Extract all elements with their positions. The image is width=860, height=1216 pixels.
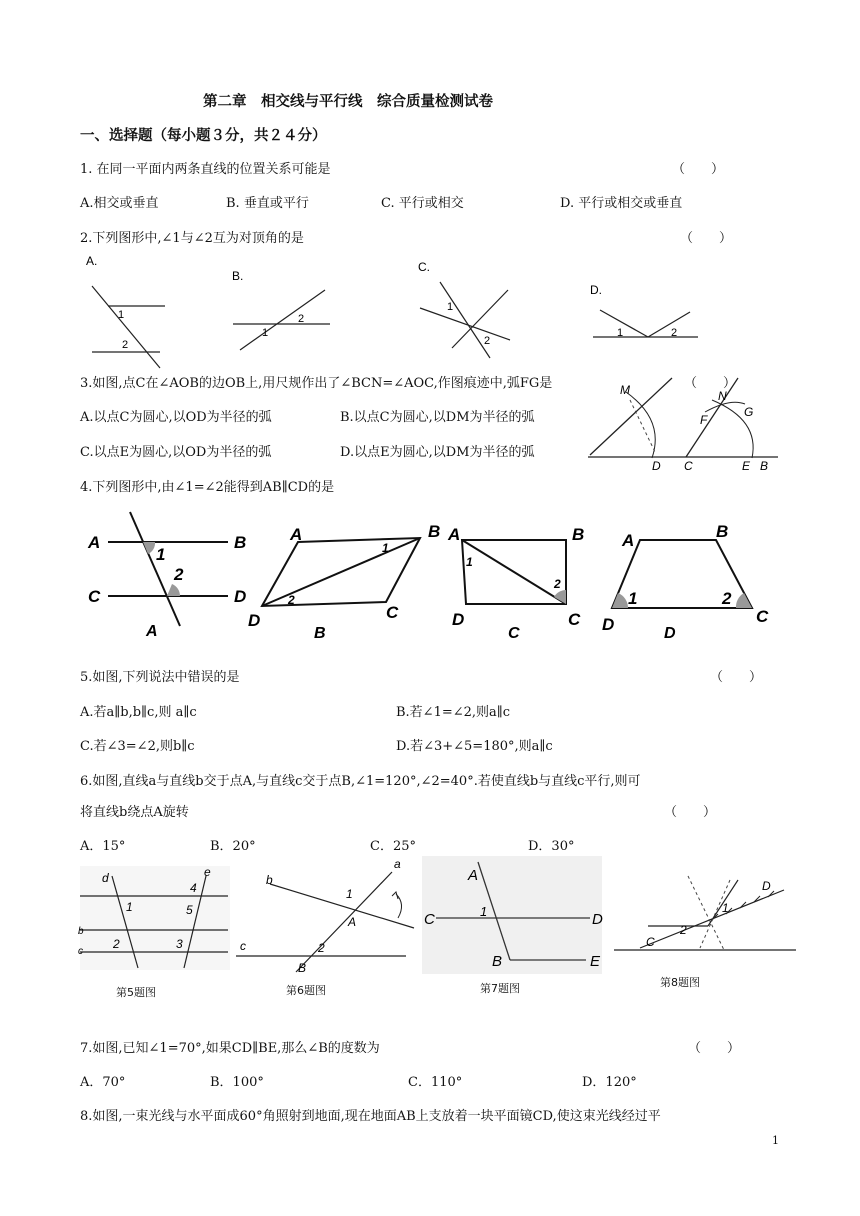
svg-text:E: E xyxy=(590,953,601,970)
svg-text:A: A xyxy=(88,533,101,552)
svg-text:2: 2 xyxy=(680,923,687,937)
svg-text:D: D xyxy=(248,611,261,630)
svg-text:B: B xyxy=(572,525,585,544)
q4-caption-d: D xyxy=(664,625,676,642)
q5-option-b: B.若∠1=∠2,则a∥c xyxy=(396,705,511,720)
q1-stem: 1. 在同一平面内两条直线的位置关系可能是 xyxy=(80,162,331,177)
svg-text:b: b xyxy=(266,873,273,887)
q4-caption-c: C xyxy=(508,625,520,642)
svg-text:D: D xyxy=(592,911,603,928)
svg-text:2: 2 xyxy=(554,577,561,591)
q3-label-m: M xyxy=(620,383,630,397)
svg-text:b: b xyxy=(78,926,84,937)
svg-text:A: A xyxy=(348,915,357,929)
q6-option-a: A．15° xyxy=(80,839,126,854)
svg-text:B: B xyxy=(298,961,307,975)
q3-label-d: D xyxy=(652,459,661,473)
q1-option-a: A.相交或垂直 xyxy=(80,196,159,211)
svg-text:B: B xyxy=(234,533,247,552)
q1-option-b: B. 垂直或平行 xyxy=(226,196,309,211)
q5-option-a: A.若a∥b,b∥c,则 a∥c xyxy=(80,705,197,720)
svg-text:C: C xyxy=(386,603,399,622)
q3-label-f: F xyxy=(700,413,708,427)
svg-text:D: D xyxy=(234,587,247,606)
q1-answer-blank: （ ） xyxy=(672,162,725,177)
svg-text:2: 2 xyxy=(288,593,295,607)
q2-fig-label-b: B. xyxy=(232,269,244,283)
svg-text:B: B xyxy=(492,953,503,970)
q2-fig-label-c: C. xyxy=(418,260,430,274)
svg-text:1: 1 xyxy=(447,301,454,313)
svg-text:c: c xyxy=(78,946,83,957)
svg-text:1: 1 xyxy=(262,327,269,339)
q5-stem: 5.如图,下列说法中错误的是 xyxy=(80,670,240,685)
fig8-caption: 第8题图 xyxy=(660,976,700,989)
q7-option-d: D．120° xyxy=(582,1075,637,1090)
q2-fig-label-a: A. xyxy=(86,254,98,268)
q6-stem-line2: 将直线b绕点A旋转 xyxy=(80,805,189,820)
q3-option-c: C.以点E为圆心,以OD为半径的弧 xyxy=(80,445,272,460)
fig7-caption: 第7题图 xyxy=(480,982,520,995)
page-number: 1 xyxy=(772,1134,779,1147)
q5-answer-blank: （ ） xyxy=(710,670,763,685)
svg-text:5: 5 xyxy=(186,903,193,917)
q5-option-c: C.若∠3=∠2,则b∥c xyxy=(80,739,195,754)
svg-text:2: 2 xyxy=(122,339,129,351)
q3-label-n: N xyxy=(718,389,727,403)
svg-text:D: D xyxy=(762,879,771,893)
q7-option-c: C．110° xyxy=(408,1075,463,1090)
svg-text:2: 2 xyxy=(484,335,491,347)
svg-text:A: A xyxy=(448,525,461,544)
q3-option-d: D.以点E为圆心,以DM为半径的弧 xyxy=(340,445,535,460)
q3-option-a: A.以点C为圆心,以OD为半径的弧 xyxy=(80,410,272,425)
svg-text:1: 1 xyxy=(156,545,166,564)
q3-answer-blank: （ ） xyxy=(684,376,737,391)
svg-text:C: C xyxy=(646,935,655,949)
q6-option-d: D．30° xyxy=(528,839,575,854)
svg-text:2: 2 xyxy=(722,589,732,608)
svg-text:c: c xyxy=(240,939,246,953)
svg-text:A: A xyxy=(468,867,479,884)
q7-answer-blank: （ ） xyxy=(688,1041,741,1056)
q7-option-a: A．70° xyxy=(80,1075,126,1090)
svg-text:C: C xyxy=(568,610,581,629)
svg-text:a: a xyxy=(394,857,401,871)
svg-text:D: D xyxy=(602,615,615,634)
q6-stem-line1: 6.如图,直线a与直线b交于点A,与直线c交于点B,∠1=120°,∠2=40°.若使直线b与直线c平行,则可 xyxy=(80,774,641,789)
svg-text:1: 1 xyxy=(617,327,624,339)
q4-stem: 4.下列图形中,由∠1=∠2能得到AB∥CD的是 xyxy=(80,480,335,495)
svg-text:1: 1 xyxy=(628,589,638,608)
q3-label-b: B xyxy=(760,459,769,473)
svg-text:2: 2 xyxy=(298,313,305,325)
svg-text:1: 1 xyxy=(466,555,473,569)
svg-text:1: 1 xyxy=(346,887,353,901)
q1-option-c: C. 平行或相交 xyxy=(381,196,464,211)
q3-option-b: B.以点C为圆心,以DM为半径的弧 xyxy=(340,410,535,425)
svg-text:2: 2 xyxy=(174,565,184,584)
q6-option-b: B．20° xyxy=(210,839,256,854)
svg-text:B: B xyxy=(716,522,729,541)
q2-answer-blank: （ ） xyxy=(680,231,733,246)
svg-text:D: D xyxy=(452,610,465,629)
svg-text:1: 1 xyxy=(118,309,125,321)
svg-text:C: C xyxy=(756,607,769,626)
svg-text:C: C xyxy=(424,911,435,928)
svg-text:4: 4 xyxy=(190,881,197,895)
q3-stem: 3.如图,点C在∠AOB的边OB上,用尺规作出了∠BCN=∠AOC,作图痕迹中,弧FG是 xyxy=(80,376,553,391)
q8-stem: 8.如图,一束光线与水平面成60°角照射到地面,现在地面AB上支放着一块平面镜CD,使这束光线经过平 xyxy=(80,1109,661,1124)
svg-text:A: A xyxy=(290,525,303,544)
svg-text:1: 1 xyxy=(480,904,488,919)
q3-label-c: C xyxy=(684,459,693,473)
q7-stem: 7.如图,已知∠1=70°,如果CD∥BE,那么∠B的度数为 xyxy=(80,1041,380,1056)
page-title: 第二章 相交线与平行线 综合质量检测试卷 xyxy=(203,94,493,110)
q2-fig-label-d: D. xyxy=(590,283,602,297)
svg-text:1: 1 xyxy=(722,901,729,915)
q3-label-e: E xyxy=(742,459,751,473)
q7-option-b: B．100° xyxy=(210,1075,264,1090)
svg-text:3: 3 xyxy=(176,937,183,951)
svg-text:2: 2 xyxy=(671,327,678,339)
svg-text:2: 2 xyxy=(318,941,325,955)
svg-text:e: e xyxy=(204,865,211,879)
fig5-caption: 第5题图 xyxy=(116,986,156,999)
q6-option-c: C．25° xyxy=(370,839,416,854)
svg-text:C: C xyxy=(88,587,101,606)
q2-stem: 2.下列图形中,∠1与∠2互为对顶角的是 xyxy=(80,231,304,246)
q1-option-d: D. 平行或相交或垂直 xyxy=(560,196,683,211)
q5-option-d: D.若∠3+∠5=180°,则a∥c xyxy=(396,739,553,754)
q3-label-g: G xyxy=(744,405,754,419)
svg-text:A: A xyxy=(622,531,635,550)
svg-text:1: 1 xyxy=(382,541,389,555)
q4-caption-a: A xyxy=(146,623,158,640)
svg-text:1: 1 xyxy=(126,900,133,914)
svg-text:B: B xyxy=(428,522,441,541)
q6-answer-blank: （ ） xyxy=(664,805,717,820)
section-heading: 一、选择题（每小题３分，共２４分） xyxy=(80,128,327,144)
svg-text:d: d xyxy=(102,871,109,885)
svg-text:2: 2 xyxy=(113,937,120,951)
q4-caption-b: B xyxy=(314,625,326,642)
fig6-caption: 第6题图 xyxy=(286,984,326,997)
